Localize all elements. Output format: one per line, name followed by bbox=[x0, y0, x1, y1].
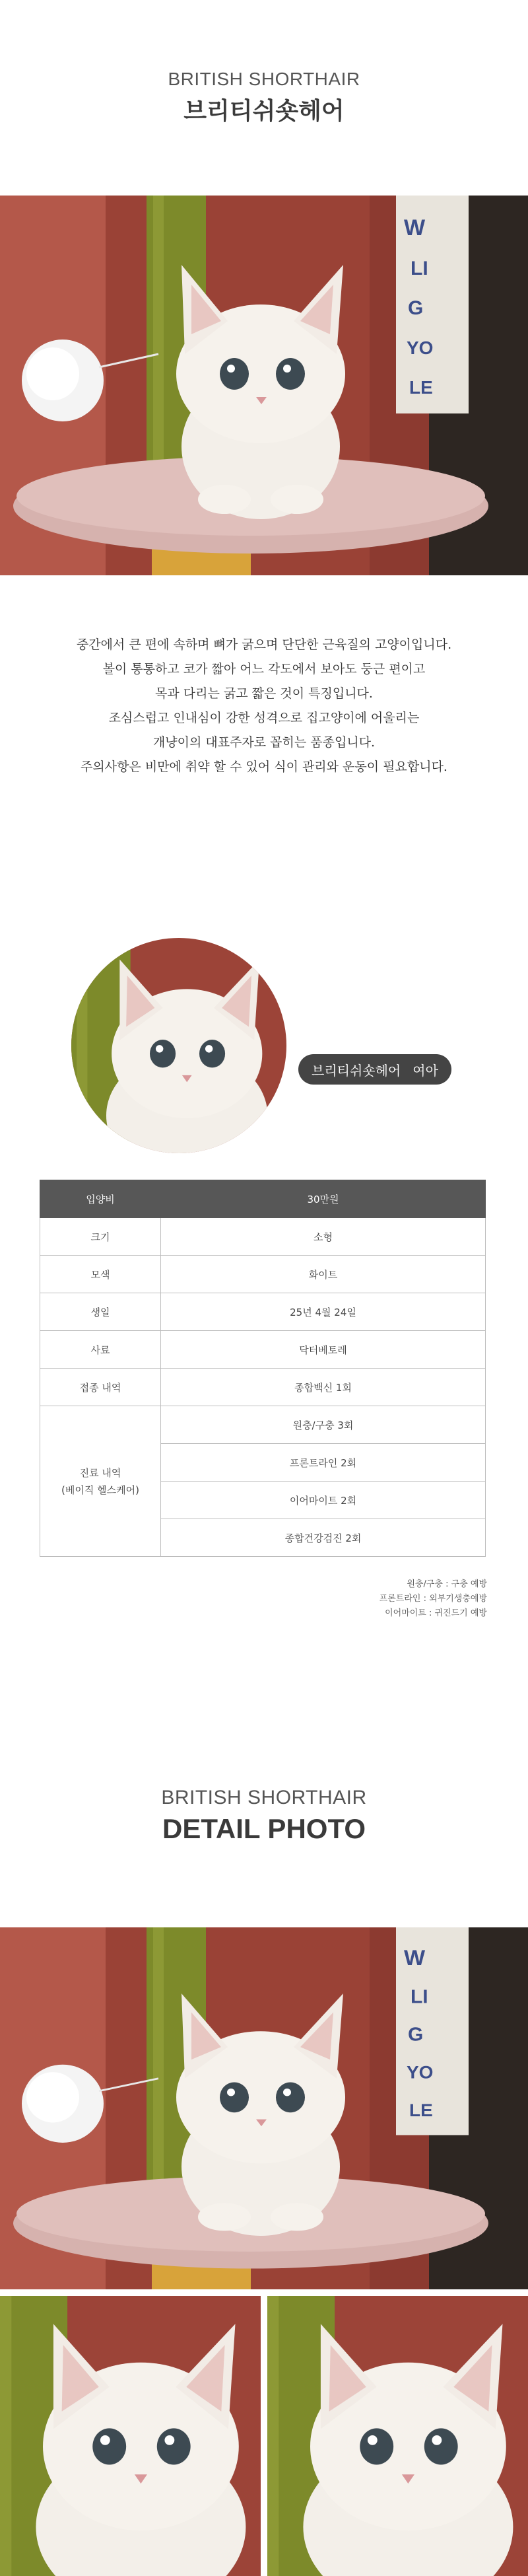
note-line: 프론트라인 : 외부기생충예방 bbox=[379, 1594, 487, 1604]
table-row bbox=[40, 1331, 486, 1369]
table-header-row bbox=[40, 1180, 486, 1218]
row-value: 닥터베토레 bbox=[161, 1331, 486, 1369]
row-value: 화이트 bbox=[161, 1256, 486, 1293]
intro-header bbox=[0, 69, 528, 126]
price-label: 입양비 bbox=[40, 1180, 161, 1218]
care-item: 프론트라인 2회 bbox=[161, 1444, 486, 1482]
description-line: 개냥이의 대표주자로 꼽히는 품종입니다. bbox=[152, 735, 376, 750]
table-row bbox=[40, 1256, 486, 1293]
row-value: 종합백신 1회 bbox=[161, 1369, 486, 1406]
name-badge bbox=[298, 1054, 451, 1085]
page-title: 브리티쉬숏헤어 bbox=[183, 98, 345, 125]
table-row bbox=[40, 1369, 486, 1406]
price-value: 30만원 bbox=[161, 1180, 486, 1218]
detail-photo-main bbox=[0, 1927, 528, 2289]
care-notes bbox=[380, 1577, 487, 1621]
breed-description bbox=[0, 633, 528, 779]
care-label-line: (베이직 헬스케어) bbox=[61, 1484, 139, 1496]
row-label: 접종 내역 bbox=[40, 1369, 161, 1406]
gender-label: 여아 bbox=[412, 1062, 438, 1079]
profile-photo bbox=[71, 938, 286, 1153]
table-row bbox=[40, 1293, 486, 1331]
row-label: 모색 bbox=[40, 1256, 161, 1293]
care-item: 종합건강검진 2회 bbox=[161, 1519, 486, 1557]
row-value: 소형 bbox=[161, 1218, 486, 1256]
detail-photo-right bbox=[267, 2296, 528, 2576]
table-row bbox=[40, 1406, 486, 1444]
description-line: 중간에서 큰 편에 속하며 뼈가 굵으며 단단한 근육질의 고양이입니다. bbox=[76, 637, 452, 652]
breed-eyebrow: BRITISH SHORTHAIR bbox=[168, 69, 360, 89]
row-label: 크기 bbox=[40, 1218, 161, 1256]
detail-title: DETAIL PHOTO bbox=[162, 1813, 366, 1844]
detail-photo-left bbox=[0, 2296, 261, 2576]
care-item: 이어마이트 2회 bbox=[161, 1482, 486, 1519]
care-label-line: 진료 내역 bbox=[79, 1466, 121, 1479]
detail-eyebrow: BRITISH SHORTHAIR bbox=[161, 1787, 367, 1808]
care-item: 원충/구충 3회 bbox=[161, 1406, 486, 1444]
description-line: 목과 다리는 굵고 짧은 것이 특징입니다. bbox=[155, 686, 373, 701]
note-line: 원충/구충 : 구충 예방 bbox=[407, 1579, 487, 1589]
row-value: 25년 4월 24일 bbox=[161, 1293, 486, 1331]
description-line: 볼이 통통하고 코가 짧아 어느 각도에서 보아도 둥근 편이고 bbox=[102, 662, 426, 676]
detail-header bbox=[0, 1787, 528, 1845]
hero-photo bbox=[0, 196, 528, 575]
care-history-label bbox=[40, 1406, 161, 1557]
note-line: 이어마이트 : 귀진드기 예방 bbox=[385, 1608, 487, 1618]
table-row bbox=[40, 1218, 486, 1256]
row-label: 생일 bbox=[40, 1293, 161, 1331]
adoption-info-table bbox=[40, 1180, 486, 1557]
row-label: 사료 bbox=[40, 1331, 161, 1369]
description-line: 조심스럽고 인내심이 강한 성격으로 집고양이에 어울리는 bbox=[108, 711, 420, 725]
description-line: 주의사항은 비만에 취약 할 수 있어 식이 관리와 운동이 필요합니다. bbox=[81, 760, 447, 774]
breed-name: 브리티쉬숏헤어 bbox=[312, 1062, 401, 1079]
